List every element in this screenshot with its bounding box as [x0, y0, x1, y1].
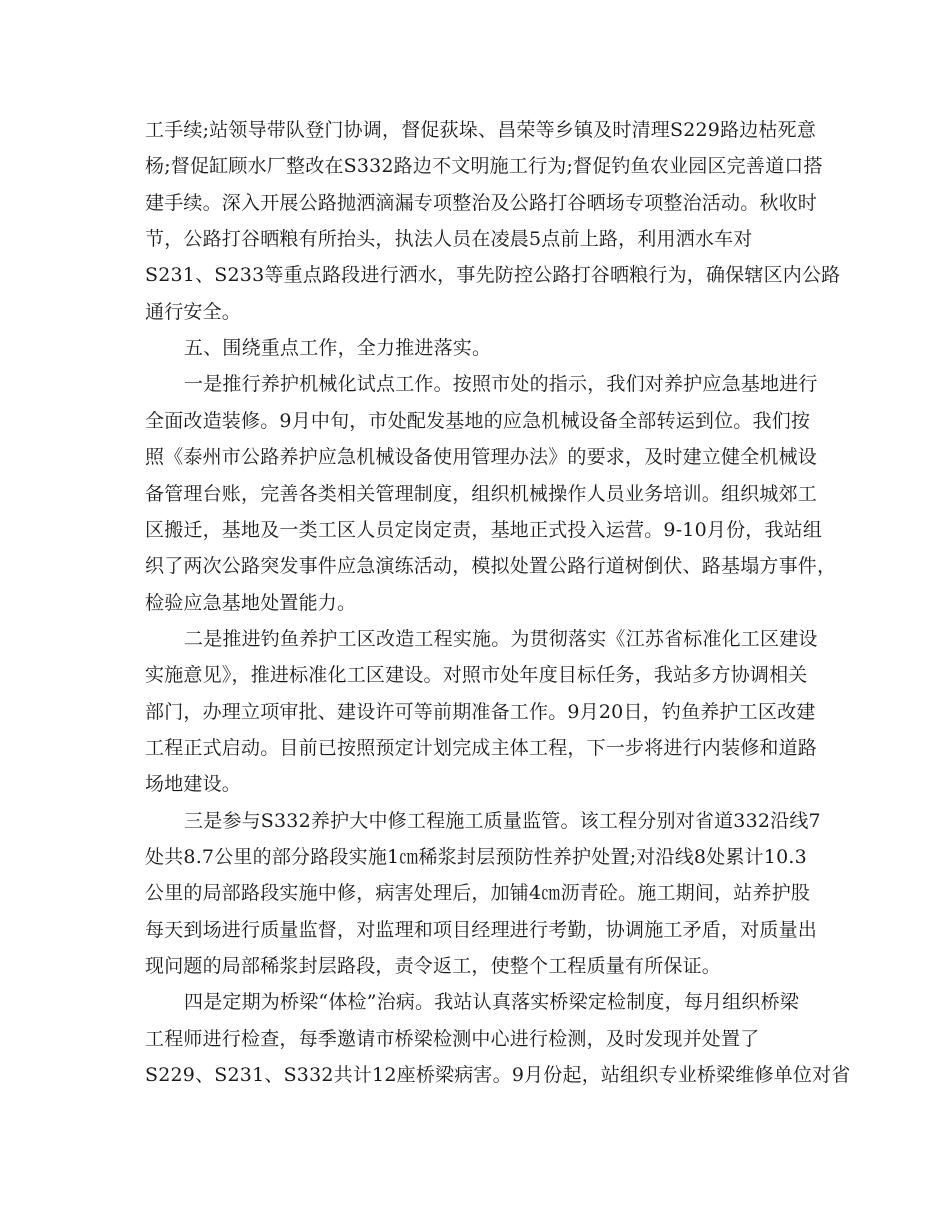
paragraph-line: 场地建设。	[145, 773, 242, 795]
paragraph-line: 照《泰州市公路养护应急机械设备使用管理办法》的要求，及时建立健全机械设	[145, 446, 818, 468]
paragraph-line: 备管理台账，完善各类相关管理制度，组织机械操作人员业务培训。组织城郊工	[145, 483, 818, 505]
paragraph-line: 工手续;站领导带队登门协调，督促荻垛、昌荣等乡镇及时清理S229路边枯死意	[145, 119, 817, 141]
paragraph-line: 区搬迁，基地及一类工区人员定岗定责，基地正式投入运营。9-10月份，我站组	[145, 519, 823, 541]
paragraph-line: S231、S233等重点路段进行洒水，事先防控公路打谷晒粮行为，确保辖区内公路	[145, 264, 841, 286]
paragraph-line: 现问题的局部稀浆封层路段，责令返工，使整个工程质量有所保证。	[145, 955, 722, 977]
paragraph-line: 节，公路打谷晒粮有所抬头，执法人员在凌晨5点前上路，利用洒水车对	[145, 228, 753, 250]
paragraph-line: 全面改造装修。9月中旬，市处配发基地的应急机械设备全部转运到位。我们按	[145, 410, 811, 432]
paragraph-line: 杨;督促缸顾水厂整改在S332路边不文明施工行为;督促钓鱼农业园区完善道口搭	[145, 155, 823, 177]
paragraph-line: 建手续。深入开展公路抛洒滴漏专项整治及公路打谷晒场专项整治活动。秋收时	[145, 192, 818, 214]
paragraph-first-line: 三是参与S332养护大中修工程施工质量监管。该工程分别对省道332沿线7	[184, 810, 821, 832]
paragraph-line: S229、S231、S332共计12座桥梁病害。9月份起，站组织专业桥梁维修单位对省	[145, 1064, 851, 1086]
paragraph-first-line: 一是推行养护机械化试点工作。按照市处的指示，我们对养护应急基地进行	[184, 373, 818, 395]
paragraph-line: 每天到场进行质量监督，对监理和项目经理进行考勤，协调施工矛盾，对质量出	[145, 919, 818, 941]
paragraph-line: 通行安全。	[145, 301, 242, 323]
paragraph-first-line: 四是定期为桥梁“体检”治病。我站认真落实桥梁定检制度，每月组织桥梁	[184, 991, 800, 1013]
paragraph-line: 工程正式启动。目前已按照预定计划完成主体工程，下一步将进行内装修和道路	[145, 737, 818, 759]
paragraph-first-line: 二是推进钓鱼养护工区改造工程实施。为贯彻落实《江苏省标准化工区建设	[184, 628, 818, 650]
paragraph-line: 处共8.7公里的部分路段实施1㎝稀浆封层预防性养护处置;对沿线8处累计10.3	[145, 846, 807, 868]
paragraph-line: 织了两次公路突发事件应急演练活动，模拟处置公路行道树倒伏、路基塌方事件，	[145, 555, 837, 577]
paragraph-line: 检验应急基地处置能力。	[145, 592, 357, 614]
paragraph-line: 实施意见》，推进标准化工区建设。对照市处年度目标任务，我站多方协调相关	[145, 664, 808, 686]
paragraph-line: 部门，办理立项审批、建设许可等前期准备工作。9月20日，钓鱼养护工区改建	[145, 701, 816, 723]
paragraph-first-line: 五、围绕重点工作，全力推进落实。	[184, 337, 492, 359]
paragraph-line: 公里的局部路段实施中修，病害处理后，加铺4㎝沥青砼。施工期间，站养护股	[145, 882, 811, 904]
paragraph-line: 工程师进行检查，每季邀请市桥梁检测中心进行检测，及时发现并处置了	[145, 1028, 760, 1050]
